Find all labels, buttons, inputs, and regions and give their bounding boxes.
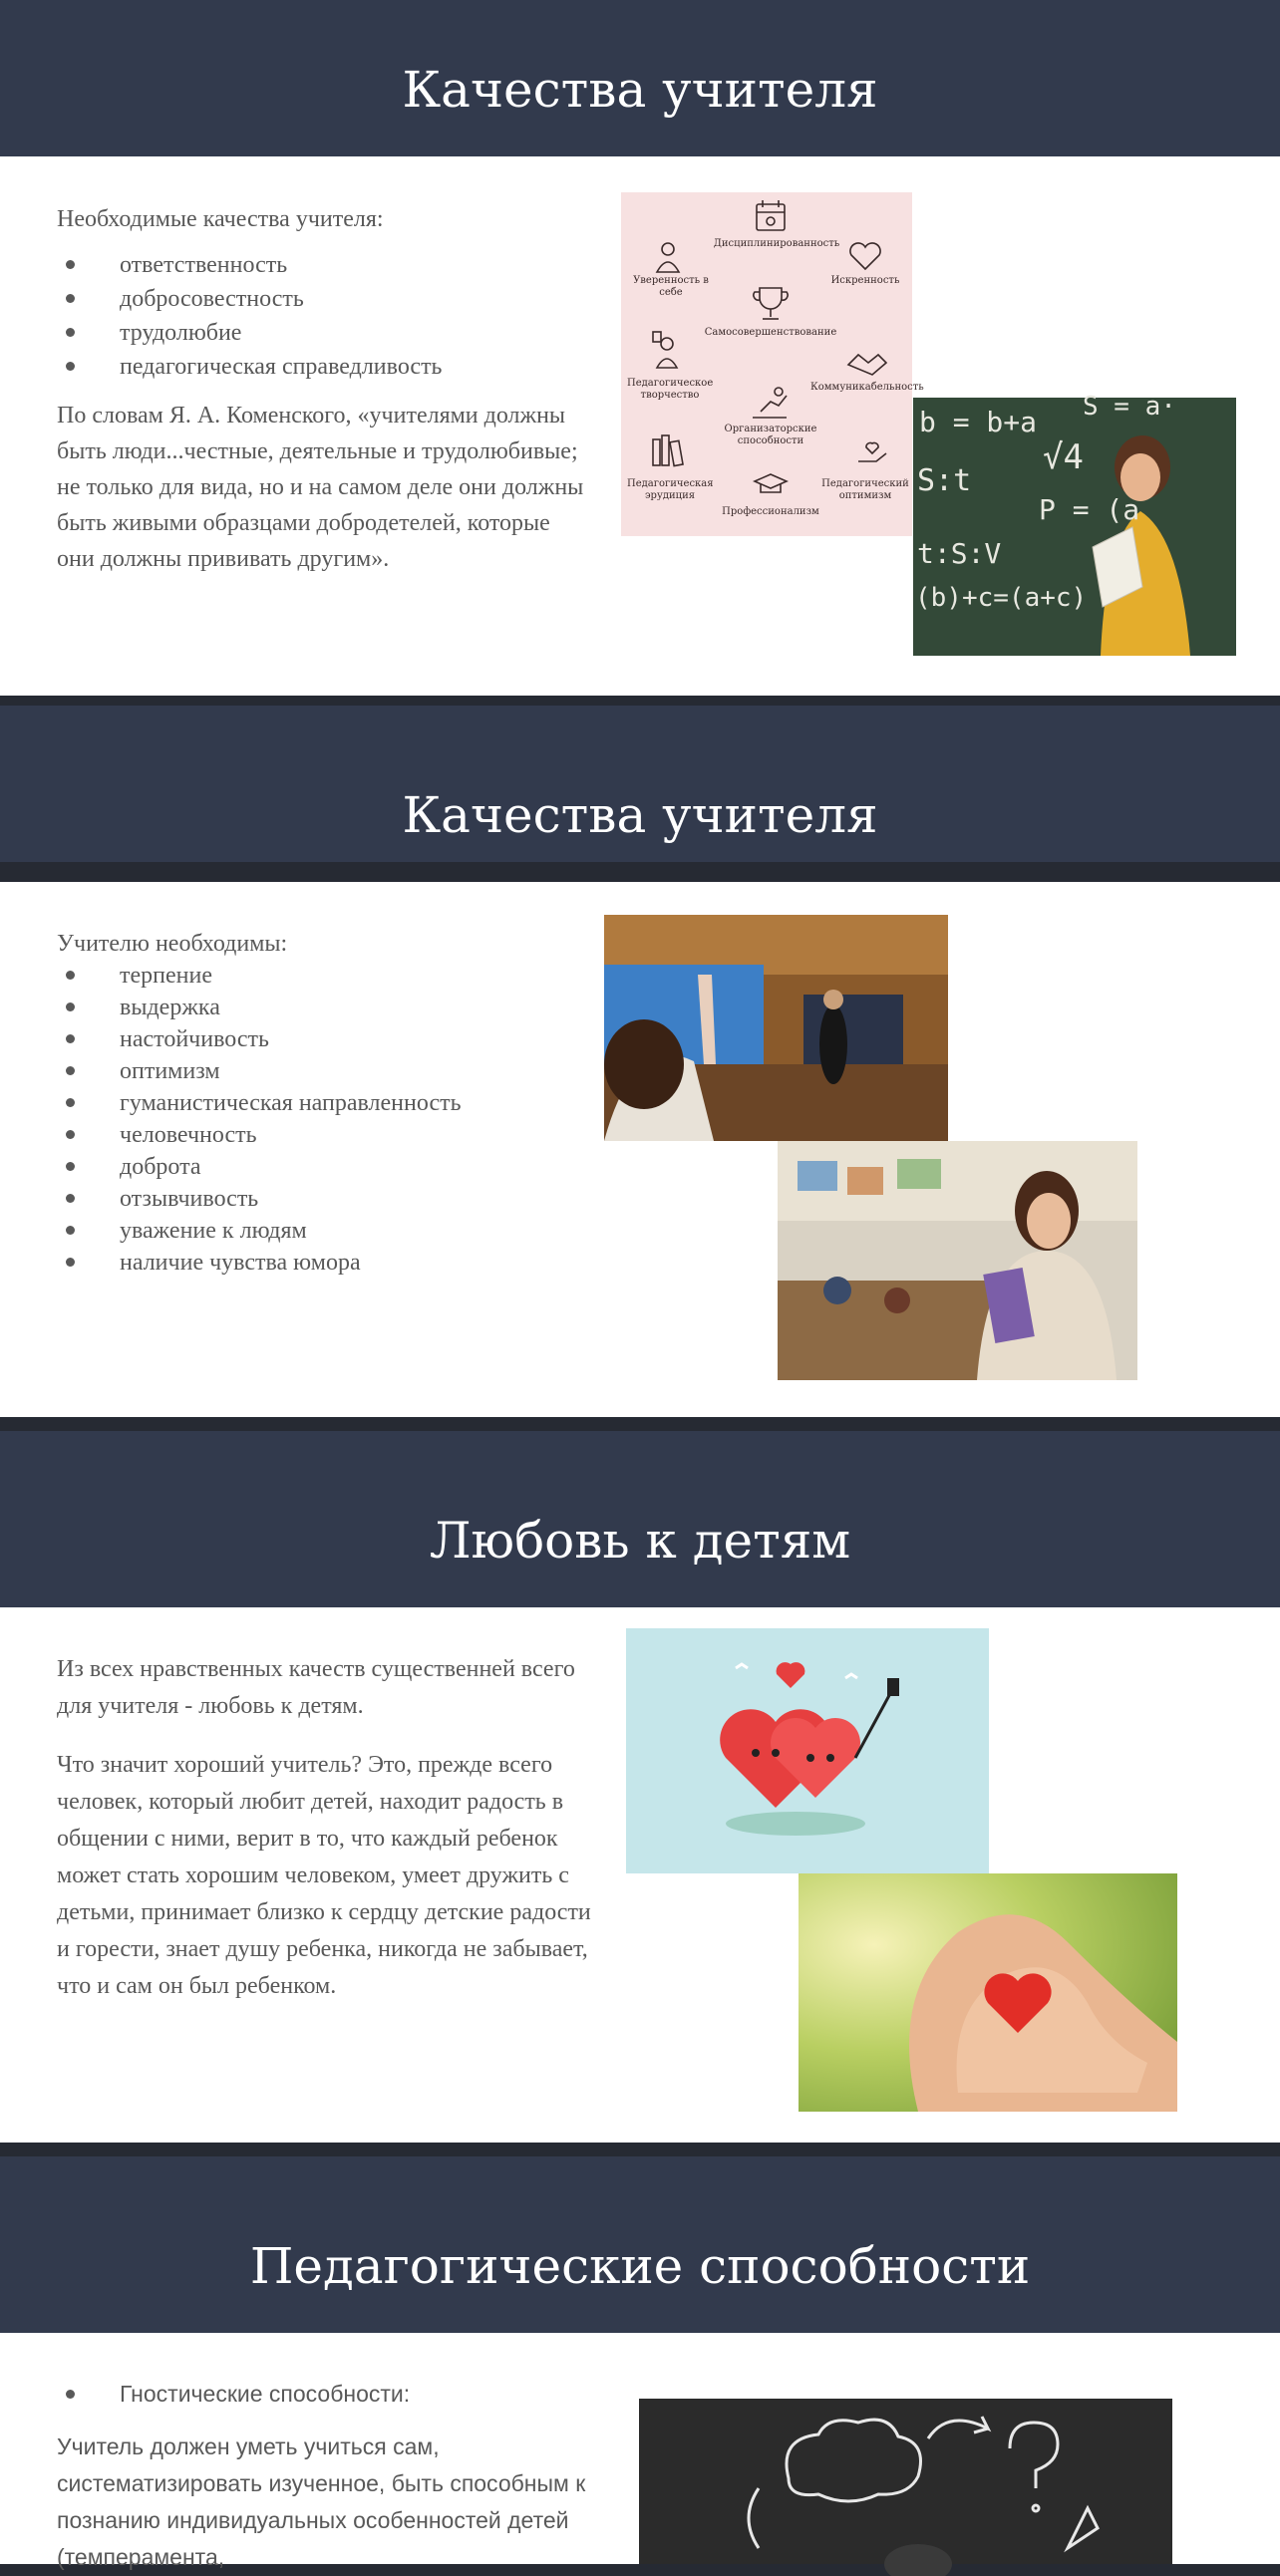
list-item: педагогическая справедливость xyxy=(57,350,590,384)
calendar-icon xyxy=(757,200,785,230)
slide-1 xyxy=(0,0,1280,696)
list-item: трудолюбие xyxy=(57,316,590,350)
teacher-illustration xyxy=(778,1141,1137,1380)
slide-text xyxy=(57,1651,595,2005)
slide-header xyxy=(0,1431,1280,1607)
quality-label: Уверенность в себе xyxy=(633,275,709,298)
paragraph: Из всех нравственных качеств существенней всего для учителя - любовь к детям. xyxy=(57,1656,575,1719)
list-item: ответственность xyxy=(57,248,590,282)
quality-label: Профессионализм xyxy=(722,506,819,517)
quality-label: Коммуникабельность xyxy=(810,382,924,393)
bullet-list xyxy=(57,248,590,384)
books-icon xyxy=(653,435,683,466)
graduation-cap-icon xyxy=(755,474,787,492)
slide-title: Любовь к детям xyxy=(429,1512,851,1570)
list-item: человечность xyxy=(57,1119,615,1151)
quality-label: Педагогическая эрудиция xyxy=(627,478,714,501)
quality-label: Искренность xyxy=(830,275,900,286)
chalk-text: P = (a xyxy=(1039,493,1140,526)
slide-body xyxy=(0,882,1280,1417)
teacher-books-photo xyxy=(778,1141,1137,1380)
list-item: Гностические способности: xyxy=(57,2376,595,2413)
brain-chalk-drawing xyxy=(639,2399,1172,2564)
slide-text xyxy=(57,204,590,577)
brain-chalkboard-illustration xyxy=(639,2399,1172,2564)
slide-title: Педагогические способности xyxy=(249,2237,1031,2295)
hand-heart-icon xyxy=(858,442,886,461)
slide-body xyxy=(0,1607,1280,2143)
slide-3 xyxy=(0,1431,1280,2147)
list-item: настойчивость xyxy=(57,1023,615,1055)
list-item: гуманистическая направленность xyxy=(57,1087,615,1119)
classroom-photo xyxy=(604,915,948,1141)
slide-body xyxy=(0,2333,1280,2570)
quality-label: Педагогический оптимизм xyxy=(821,478,909,501)
trophy-icon xyxy=(754,288,788,319)
list-item: уважение к людям xyxy=(57,1215,615,1247)
slide-body xyxy=(0,156,1280,696)
intro-text: Необходимые качества учителя: xyxy=(57,206,384,232)
paragraph: Что значит хороший учитель? Это, прежде всего человек, который любит детей, находит радость в общении с ними, верит в то, что каждый ребенок может стать хорошим человеком, умеет дружить с детьми, принимает близко к сердцу детские радости и горести, знает душу ребенка, никогда не забывает, что и сам он был ребенком. xyxy=(57,1752,591,1999)
list-item: наличие чувства юмора xyxy=(57,1247,615,1279)
handshake-icon xyxy=(848,355,886,375)
list-item: выдержка xyxy=(57,992,615,1023)
quality-label: Самосовершенствование xyxy=(704,327,837,338)
intro-text: Учителю необходимы: xyxy=(57,931,288,957)
heart-icon xyxy=(850,243,880,269)
list-item: оптимизм xyxy=(57,1055,615,1087)
slide-header xyxy=(0,2156,1280,2333)
chalk-text: b = b+a xyxy=(919,406,1038,438)
chalk-text: S:t xyxy=(917,463,972,498)
hands-drawing xyxy=(799,1873,1177,2112)
paragraph: Учитель должен уметь учиться сам, систематизировать изученное, быть способным к познанию индивидуальных особенностей детей (темперамента, xyxy=(57,2433,586,2570)
bullet-list xyxy=(57,960,615,1279)
painter-icon xyxy=(653,332,677,368)
climber-icon xyxy=(753,388,787,418)
quality-label: Педагогическое творчество xyxy=(627,378,714,401)
list-item: терпение xyxy=(57,960,615,992)
classroom-illustration xyxy=(604,915,948,1141)
list-item: добросовестность xyxy=(57,282,590,316)
person-icon xyxy=(657,243,679,272)
chalk-text: (b)+c=(a+c) xyxy=(915,583,1088,613)
chalk-text: t:S:V xyxy=(917,537,1002,570)
teacher-chalkboard-photo xyxy=(913,392,1236,656)
bullet-list xyxy=(57,2376,595,2413)
slide-2 xyxy=(0,706,1280,1421)
quote-text: По словам Я. А. Коменского, «учителями должны быть люди...честные, деятельные и трудолюбивые; не только для вида, но и на самом деле они должны быть живыми образцами добродетелей, которые они должны прививать другим». xyxy=(57,403,584,572)
chalk-text: S = a· xyxy=(1083,392,1176,422)
list-item: доброта xyxy=(57,1151,615,1183)
slide-header xyxy=(0,706,1280,862)
hearts-illustration xyxy=(626,1628,989,1873)
slide-header xyxy=(0,0,1280,156)
quality-label: Организаторские способности xyxy=(724,424,817,446)
slide-text xyxy=(57,928,615,1279)
hands-heart-photo xyxy=(799,1873,1177,2112)
slide-title: Качества учителя xyxy=(402,61,878,119)
slide-text xyxy=(57,2376,595,2576)
hearts-drawing xyxy=(626,1628,989,1873)
qualities-infographic xyxy=(621,192,924,536)
chalk-text: √4 xyxy=(1043,437,1084,477)
slide-title: Качества учителя xyxy=(402,786,878,844)
quality-label: Дисциплинированность xyxy=(713,238,840,249)
list-item: отзывчивость xyxy=(57,1183,615,1215)
slide-4 xyxy=(0,2156,1280,2570)
